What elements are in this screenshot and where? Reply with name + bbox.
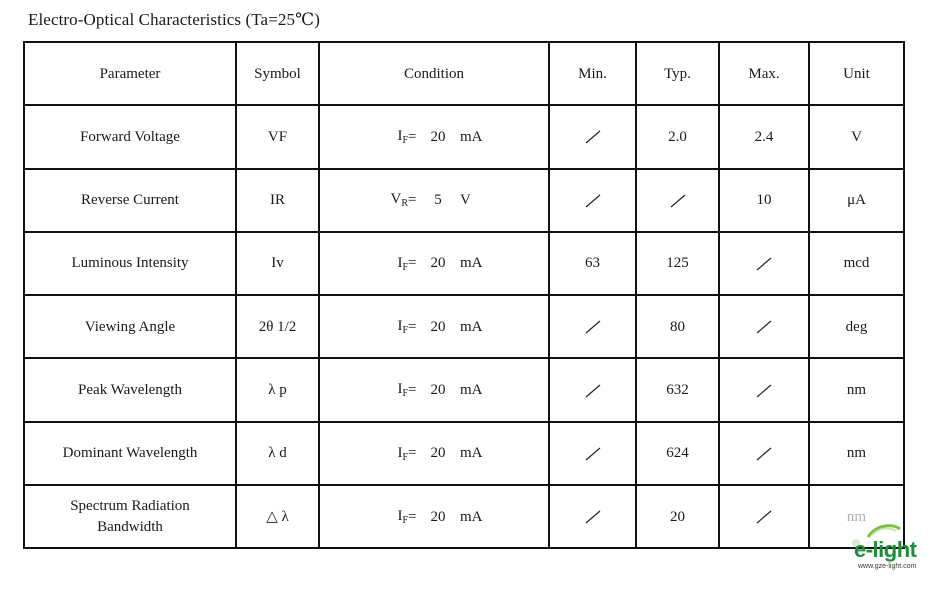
table-row bbox=[24, 232, 904, 295]
condition-symbol: I bbox=[397, 507, 403, 524]
condition-cell bbox=[319, 358, 549, 421]
not-applicable-slash-icon bbox=[584, 320, 602, 334]
condition-value: 5 bbox=[434, 192, 442, 209]
logo-wordmark: e-light bbox=[854, 537, 917, 562]
unit-cell: V bbox=[809, 105, 904, 168]
condition-subscript: R bbox=[401, 198, 408, 210]
condition-subscript: F bbox=[402, 388, 408, 400]
condition-cell bbox=[319, 105, 549, 168]
condition-unit: mA bbox=[460, 382, 483, 398]
condition-quantity bbox=[372, 379, 408, 401]
condition-quantity bbox=[372, 443, 408, 465]
condition-quantity bbox=[372, 506, 408, 528]
unit-cell: nm bbox=[809, 358, 904, 421]
unit-cell: nm bbox=[809, 485, 904, 548]
min-cell bbox=[549, 485, 636, 548]
condition-expression bbox=[372, 379, 496, 401]
condition-unit: mA bbox=[460, 255, 483, 272]
condition-expression bbox=[372, 316, 496, 338]
header-unit: Unit bbox=[809, 42, 904, 105]
not-applicable-slash-icon bbox=[584, 510, 602, 524]
condition-unit: V bbox=[460, 192, 471, 209]
condition-value: 20 bbox=[430, 255, 446, 272]
condition-symbol: I bbox=[397, 381, 403, 398]
e-light-watermark-logo bbox=[846, 523, 934, 577]
characteristics-table bbox=[23, 41, 905, 549]
table-row bbox=[24, 422, 904, 485]
condition-value: 20 bbox=[430, 508, 446, 525]
max-cell bbox=[719, 295, 809, 358]
parameter-cell: Luminous Intensity bbox=[24, 232, 236, 295]
condition-equals: = bbox=[408, 192, 417, 209]
header-min: Min. bbox=[549, 42, 636, 105]
max-cell bbox=[719, 485, 809, 548]
not-applicable-slash-icon bbox=[755, 447, 773, 461]
condition-subscript: F bbox=[402, 261, 408, 273]
condition-symbol: I bbox=[397, 254, 403, 271]
condition-symbol: I bbox=[397, 128, 403, 145]
typ-cell bbox=[636, 169, 719, 232]
parameter-cell: Viewing Angle bbox=[24, 295, 236, 358]
not-applicable-slash-icon bbox=[755, 320, 773, 334]
condition-cell bbox=[319, 232, 549, 295]
condition-value: 20 bbox=[430, 382, 446, 398]
unit-cell: deg bbox=[809, 295, 904, 358]
condition-cell bbox=[319, 485, 549, 548]
unit-cell: nm bbox=[809, 422, 904, 485]
condition-unit: mA bbox=[460, 318, 483, 335]
condition-equals: = bbox=[408, 255, 417, 272]
condition-expression bbox=[372, 189, 496, 211]
condition-subscript: F bbox=[402, 135, 408, 147]
symbol-cell: λ d bbox=[236, 422, 319, 485]
condition-subscript: F bbox=[402, 325, 408, 337]
condition-cell bbox=[319, 422, 549, 485]
table-row bbox=[24, 295, 904, 358]
header-symbol: Symbol bbox=[236, 42, 319, 105]
min-cell bbox=[549, 169, 636, 232]
typ-cell: 125 bbox=[636, 232, 719, 295]
min-cell: 63 bbox=[549, 232, 636, 295]
condition-value: 20 bbox=[430, 445, 446, 462]
condition-quantity bbox=[372, 316, 408, 338]
symbol-cell: Iv bbox=[236, 232, 319, 295]
condition-expression bbox=[372, 126, 496, 148]
min-cell bbox=[549, 295, 636, 358]
table-row bbox=[24, 358, 904, 421]
condition-equals: = bbox=[408, 508, 417, 525]
not-applicable-slash-icon bbox=[584, 447, 602, 461]
not-applicable-slash-icon bbox=[584, 194, 602, 208]
symbol-cell: VF bbox=[236, 105, 319, 168]
parameter-cell: Peak Wavelength bbox=[24, 358, 236, 421]
typ-cell: 20 bbox=[636, 485, 719, 548]
not-applicable-slash-icon bbox=[755, 384, 773, 398]
condition-symbol: I bbox=[397, 318, 403, 335]
condition-unit: mA bbox=[460, 445, 483, 462]
header-parameter: Parameter bbox=[24, 42, 236, 105]
condition-expression bbox=[372, 506, 496, 528]
header-condition: Condition bbox=[319, 42, 549, 105]
min-cell bbox=[549, 422, 636, 485]
max-cell bbox=[719, 232, 809, 295]
max-cell bbox=[719, 358, 809, 421]
parameter-cell: Forward Voltage bbox=[24, 105, 236, 168]
condition-equals: = bbox=[408, 382, 417, 398]
header-typ: Typ. bbox=[636, 42, 719, 105]
condition-subscript: F bbox=[402, 451, 408, 463]
condition-value: 20 bbox=[430, 318, 446, 335]
typ-cell: 2.0 bbox=[636, 105, 719, 168]
condition-subscript: F bbox=[402, 514, 408, 526]
typ-cell: 632 bbox=[636, 358, 719, 421]
condition-equals: = bbox=[408, 445, 417, 462]
min-cell bbox=[549, 105, 636, 168]
min-cell bbox=[549, 358, 636, 421]
logo-url: www.gze-light.com bbox=[858, 563, 917, 570]
parameter-cell: Spectrum Radiation Bandwidth bbox=[24, 485, 236, 548]
condition-expression bbox=[372, 253, 496, 275]
header-max: Max. bbox=[719, 42, 809, 105]
condition-equals: = bbox=[408, 128, 417, 145]
table-row bbox=[24, 169, 904, 232]
table-header-row bbox=[24, 42, 904, 105]
table-row bbox=[24, 485, 904, 548]
condition-symbol: V bbox=[390, 191, 402, 208]
condition-equals: = bbox=[408, 318, 417, 335]
not-applicable-slash-icon bbox=[755, 510, 773, 524]
condition-cell bbox=[319, 295, 549, 358]
typ-cell: 80 bbox=[636, 295, 719, 358]
condition-quantity bbox=[372, 189, 408, 211]
symbol-cell: △ λ bbox=[236, 485, 319, 548]
parameter-cell: Reverse Current bbox=[24, 169, 236, 232]
symbol-cell: 2θ 1/2 bbox=[236, 295, 319, 358]
not-applicable-slash-icon bbox=[584, 130, 602, 144]
condition-symbol: I bbox=[397, 444, 403, 461]
parameter-cell: Dominant Wavelength bbox=[24, 422, 236, 485]
max-cell: 10 bbox=[719, 169, 809, 232]
condition-unit: mA bbox=[460, 508, 483, 525]
not-applicable-slash-icon bbox=[755, 257, 773, 271]
unit-cell: mcd bbox=[809, 232, 904, 295]
condition-unit: mA bbox=[460, 128, 483, 145]
page-title: Electro-Optical Characteristics (Ta=25℃) bbox=[28, 10, 320, 29]
not-applicable-slash-icon bbox=[669, 194, 687, 208]
max-cell: 2.4 bbox=[719, 105, 809, 168]
table-row bbox=[24, 105, 904, 168]
condition-value: 20 bbox=[430, 128, 446, 145]
condition-expression bbox=[372, 443, 496, 465]
symbol-cell: IR bbox=[236, 169, 319, 232]
max-cell bbox=[719, 422, 809, 485]
not-applicable-slash-icon bbox=[584, 384, 602, 398]
condition-quantity bbox=[372, 126, 408, 148]
condition-quantity bbox=[372, 253, 408, 275]
typ-cell: 624 bbox=[636, 422, 719, 485]
symbol-cell: λ p bbox=[236, 358, 319, 421]
condition-cell bbox=[319, 169, 549, 232]
unit-cell: μA bbox=[809, 169, 904, 232]
